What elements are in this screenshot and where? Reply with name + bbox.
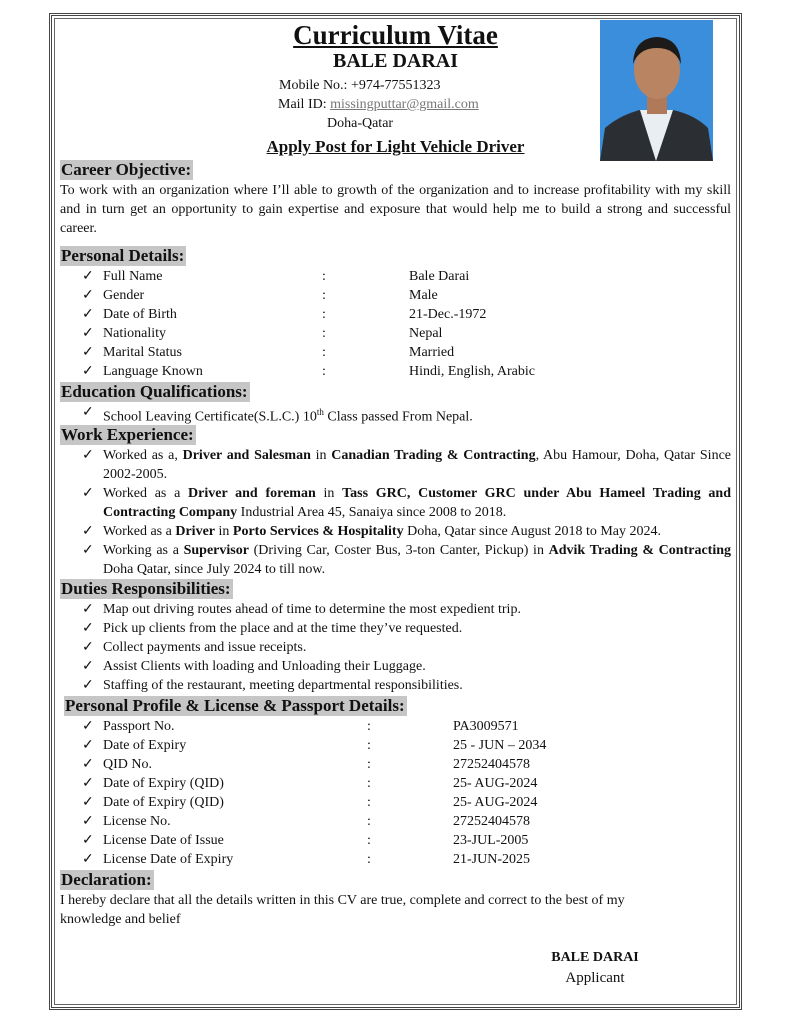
detail-colon: : bbox=[322, 364, 326, 379]
work-text: Doha, Qatar since August 2018 to May 2024. bbox=[403, 524, 662, 539]
check-icon: ✓ bbox=[82, 852, 94, 867]
detail-colon: : bbox=[367, 719, 371, 734]
mobile-line bbox=[279, 78, 441, 94]
work-text: in bbox=[315, 486, 343, 501]
work-highlight: Advik Trading & Contracting bbox=[548, 543, 731, 558]
detail-row bbox=[60, 774, 731, 793]
detail-value: Hindi, English, Arabic bbox=[409, 364, 535, 379]
detail-value: 25 - JUN – 2034 bbox=[453, 738, 547, 753]
work-item bbox=[60, 522, 731, 541]
check-icon: ✓ bbox=[82, 448, 94, 463]
detail-label: Date of Birth bbox=[103, 307, 177, 322]
applicant-photo bbox=[600, 20, 713, 161]
duty-text: Pick up clients from the place and at the time they’ve requested. bbox=[103, 621, 463, 636]
mail-label: Mail ID: bbox=[278, 97, 327, 112]
list-item bbox=[60, 403, 731, 425]
detail-colon: : bbox=[367, 795, 371, 810]
detail-colon: : bbox=[322, 326, 326, 341]
detail-label: Language Known bbox=[103, 364, 203, 379]
work-item bbox=[60, 484, 731, 522]
detail-row bbox=[60, 812, 731, 831]
detail-row bbox=[60, 286, 731, 305]
career-objective-section bbox=[60, 160, 731, 238]
work-highlight: Driver and Salesman bbox=[182, 448, 311, 463]
detail-row bbox=[60, 305, 731, 324]
duty-item bbox=[60, 676, 731, 695]
detail-value: Married bbox=[409, 345, 455, 360]
detail-value: Male bbox=[409, 288, 438, 303]
career-objective-text: To work with an organization where I’ll able to growth of the organization and to increase profitability with my skill and in turn get an opportunity to gain expertise and exposure that would help me to build a strong and successful career. bbox=[60, 183, 731, 236]
check-icon: ✓ bbox=[82, 757, 94, 772]
duty-item bbox=[60, 638, 731, 657]
detail-value: PA3009571 bbox=[453, 719, 519, 734]
check-icon: ✓ bbox=[82, 814, 94, 829]
detail-value: 25- AUG-2024 bbox=[453, 776, 538, 791]
detail-colon: : bbox=[367, 814, 371, 829]
education-post: Class passed From Nepal. bbox=[323, 409, 473, 425]
detail-value: 25- AUG-2024 bbox=[453, 795, 538, 810]
education-sup: th bbox=[316, 407, 324, 417]
check-icon: ✓ bbox=[82, 833, 94, 848]
detail-row bbox=[60, 850, 731, 869]
section-heading: Education Qualifications: bbox=[61, 382, 248, 401]
check-icon: ✓ bbox=[82, 524, 94, 539]
work-experience-section bbox=[60, 425, 731, 579]
detail-value: Nepal bbox=[409, 326, 443, 341]
mobile-number: +974-77551323 bbox=[350, 78, 441, 93]
work-text: in bbox=[310, 448, 332, 463]
section-heading: Career Objective: bbox=[61, 160, 192, 179]
section-heading: Duties Responsibilities: bbox=[61, 579, 231, 598]
work-text: (Driving Car, Coster Bus, 3-ton Canter, Pickup) in bbox=[248, 543, 549, 558]
work-item bbox=[60, 446, 731, 484]
detail-row bbox=[60, 831, 731, 850]
check-icon: ✓ bbox=[82, 621, 94, 636]
education-text bbox=[103, 403, 473, 427]
detail-label: Date of Expiry (QID) bbox=[103, 795, 224, 810]
detail-row bbox=[60, 717, 731, 736]
work-highlight: Driver and foreman bbox=[188, 486, 316, 501]
detail-label: License Date of Expiry bbox=[103, 852, 234, 867]
duty-text: Map out driving routes ahead of time to determine the most expedient trip. bbox=[103, 602, 521, 617]
work-text: Doha Qatar, since July 2024 to till now. bbox=[103, 562, 326, 577]
declaration-section bbox=[60, 870, 731, 929]
detail-label: Gender bbox=[103, 288, 145, 303]
work-text: Working as a bbox=[103, 543, 184, 558]
duty-item bbox=[60, 600, 731, 619]
detail-row bbox=[60, 343, 731, 362]
signature-name: BALE DARAI bbox=[551, 950, 639, 965]
detail-value: 27252404578 bbox=[453, 757, 530, 772]
detail-value: 21-JUN-2025 bbox=[453, 852, 530, 867]
work-highlight: Tass GRC, Customer GRC under Abu Hameel Trading and Contracting Company bbox=[103, 486, 731, 520]
detail-label: QID No. bbox=[103, 757, 152, 772]
profile-section bbox=[60, 696, 731, 869]
check-icon: ✓ bbox=[82, 326, 94, 341]
check-icon: ✓ bbox=[82, 364, 94, 379]
work-text: Industrial Area 45, Sanaiya since 2008 to 2018. bbox=[237, 505, 507, 520]
check-icon: ✓ bbox=[82, 738, 94, 753]
detail-row bbox=[60, 793, 731, 812]
detail-colon: : bbox=[322, 307, 326, 322]
check-icon: ✓ bbox=[82, 640, 94, 655]
signature-role: Applicant bbox=[565, 970, 625, 986]
detail-label: Full Name bbox=[103, 269, 163, 284]
check-icon: ✓ bbox=[82, 307, 94, 322]
detail-value: 23-JUL-2005 bbox=[453, 833, 529, 848]
check-icon: ✓ bbox=[82, 345, 94, 360]
check-icon: ✓ bbox=[82, 719, 94, 734]
check-icon: ✓ bbox=[82, 288, 94, 303]
cv-title: Curriculum Vitae bbox=[293, 20, 498, 50]
detail-colon: : bbox=[367, 757, 371, 772]
detail-colon: : bbox=[322, 269, 326, 284]
duty-item bbox=[60, 619, 731, 638]
detail-label: Nationality bbox=[103, 326, 166, 341]
detail-colon: : bbox=[367, 738, 371, 753]
section-heading: Declaration: bbox=[61, 870, 152, 889]
work-text: in bbox=[215, 524, 233, 539]
detail-label: Date of Expiry bbox=[103, 738, 187, 753]
location: Doha-Qatar bbox=[327, 116, 394, 131]
mobile-label: Mobile No.: bbox=[279, 78, 348, 93]
work-highlight: Driver bbox=[175, 524, 216, 539]
detail-row bbox=[60, 324, 731, 343]
section-heading: Work Experience: bbox=[61, 425, 194, 444]
detail-colon: : bbox=[322, 288, 326, 303]
detail-value: 27252404578 bbox=[453, 814, 530, 829]
detail-row bbox=[60, 267, 731, 286]
detail-colon: : bbox=[367, 776, 371, 791]
detail-label: License No. bbox=[103, 814, 171, 829]
work-text: Worked as a bbox=[103, 524, 176, 539]
work-item bbox=[60, 541, 731, 579]
check-icon: ✓ bbox=[82, 405, 94, 420]
work-highlight: Supervisor bbox=[183, 543, 249, 558]
section-heading: Personal Profile & License & Passport Details: bbox=[65, 696, 405, 715]
check-icon: ✓ bbox=[82, 659, 94, 674]
declaration-text: I hereby declare that all the details written in this CV are true, complete and correct to the best of my knowledge and belief bbox=[60, 893, 625, 927]
duty-text: Assist Clients with loading and Unloading their Luggage. bbox=[103, 659, 426, 674]
applicant-name: BALE DARAI bbox=[332, 50, 459, 72]
duty-item bbox=[60, 657, 731, 676]
work-text: , Abu Hamour, Doha, Qatar Since 2002-2005. bbox=[103, 448, 731, 482]
check-icon: ✓ bbox=[82, 602, 94, 617]
apply-post: Apply Post for Light Vehicle Driver bbox=[266, 137, 525, 156]
work-text: Worked as a, bbox=[103, 448, 183, 463]
detail-label: Date of Expiry (QID) bbox=[103, 776, 224, 791]
duties-section bbox=[60, 579, 731, 695]
duty-text: Collect payments and issue receipts. bbox=[103, 640, 307, 655]
detail-value: 21-Dec.-1972 bbox=[409, 307, 487, 322]
check-icon: ✓ bbox=[82, 678, 94, 693]
detail-value: Bale Darai bbox=[409, 269, 470, 284]
work-highlight: Porto Services & Hospitality bbox=[232, 524, 404, 539]
detail-row bbox=[60, 736, 731, 755]
check-icon: ✓ bbox=[82, 795, 94, 810]
work-text: Worked as a bbox=[103, 486, 189, 501]
check-icon: ✓ bbox=[82, 486, 94, 501]
detail-colon: : bbox=[367, 852, 371, 867]
education-pre: School Leaving Certificate(S.L.C.) 10 bbox=[103, 409, 317, 425]
detail-label: License Date of Issue bbox=[103, 833, 224, 848]
duty-text: Staffing of the restaurant, meeting departmental responsibilities. bbox=[103, 678, 463, 693]
education-section bbox=[60, 382, 731, 425]
mail-line bbox=[278, 97, 479, 113]
detail-label: Marital Status bbox=[103, 345, 182, 360]
section-heading: Personal Details: bbox=[61, 246, 185, 265]
check-icon: ✓ bbox=[82, 269, 94, 284]
email-link[interactable]: missingputtar@gmail.com bbox=[330, 97, 479, 112]
detail-colon: : bbox=[322, 345, 326, 360]
detail-row bbox=[60, 362, 731, 381]
detail-row bbox=[60, 755, 731, 774]
check-icon: ✓ bbox=[82, 776, 94, 791]
work-highlight: Canadian Trading & Contracting bbox=[331, 448, 536, 463]
detail-colon: : bbox=[367, 833, 371, 848]
personal-details-section bbox=[60, 246, 731, 381]
detail-label: Passport No. bbox=[103, 719, 175, 734]
check-icon: ✓ bbox=[82, 543, 94, 558]
